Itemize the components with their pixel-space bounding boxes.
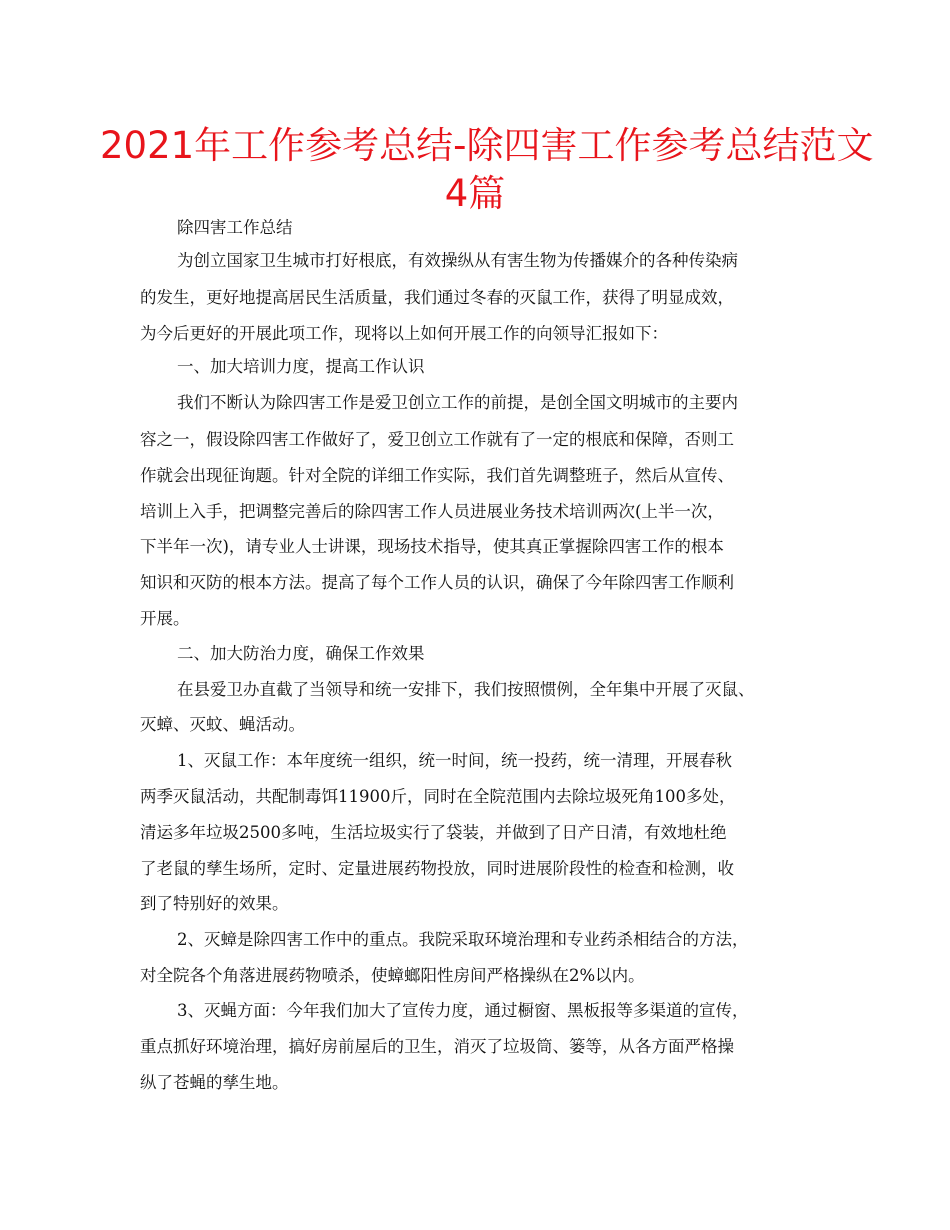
paragraph-line: 知识和灭防的根本方法。提高了每个工作人员的认识，确保了今年除四害工作顺利 (140, 573, 734, 592)
paragraph-line: 为创立国家卫生城市打好根底，有效操纵从有害生物为传播媒介的各种传染病 (177, 251, 738, 270)
paragraph-line: 下半年一次)，请专业人士讲课，现场技术指导，使其真正掌握除四害工作的根本 (140, 537, 724, 556)
paragraph-line: 我们不断认为除四害工作是爱卫创立工作的前提，是创全国文明城市的主要内 (177, 393, 738, 412)
paragraph-line: 培训上入手，把调整完善后的除四害工作人员进展业务技术培训两次(上半一次， (140, 502, 724, 521)
paragraph-line: 灭蟑、灭蚊、蝇活动。 (140, 715, 305, 734)
paragraph-line: 1、灭鼠工作：本年度统一组织，统一时间，统一投药，统一清理，开展春秋 (177, 751, 732, 770)
section-heading: 一、加大培训力度，提高工作认识 (177, 357, 425, 376)
paragraph-line: 到了特别好的效果。 (140, 894, 289, 913)
document-title-line-2: 4篇 (444, 172, 506, 215)
paragraph-line: 的发生，更好地提高居民生活质量，我们通过冬春的灭鼠工作，获得了明显成效， (140, 288, 734, 307)
paragraph-line: 3、灭蝇方面：今年我们加大了宣传力度，通过橱窗、黑板报等多渠道的宣传， (177, 1001, 749, 1020)
paragraph-line: 对全院各个角落进展药物喷杀，使蟑螂阳性房间严格操纵在2%以内。 (140, 966, 645, 985)
document-title-line-1: 2021年工作参考总结-除四害工作参考总结范文 (100, 124, 874, 167)
paragraph-line: 作就会出现征询题。针对全院的详细工作实际，我们首先调整班子，然后从宣传、 (140, 466, 734, 485)
paragraph-line: 2、灭蟑是除四害工作中的重点。我院采取环境治理和专业药杀相结合的方法， (177, 930, 749, 949)
paragraph-line: 纵了苍蝇的孳生地。 (140, 1073, 289, 1092)
paragraph-line: 开展。 (140, 609, 190, 628)
paragraph-line: 两季灭鼠活动，共配制毒饵11900斤，同时在全院范围内去除垃圾死角100多处， (140, 787, 736, 806)
section-heading: 二、加大防治力度，确保工作效果 (177, 644, 425, 663)
paragraph-line: 重点抓好环境治理，搞好房前屋后的卫生，消灭了垃圾筒、篓等，从各方面严格操 (140, 1037, 734, 1056)
section-heading: 除四害工作总结 (177, 218, 293, 237)
paragraph-line: 了老鼠的孳生场所，定时、定量进展药物投放，同时进展阶段性的检查和检测，收 (140, 859, 734, 878)
paragraph-line: 容之一，假设除四害工作做好了，爱卫创立工作就有了一定的根底和保障，否则工 (140, 430, 734, 449)
paragraph-line: 在县爱卫办直截了当领导和统一安排下，我们按照惯例，全年集中开展了灭鼠、 (177, 680, 755, 699)
paragraph-line: 为今后更好的开展此项工作，现将以上如何开展工作的向领导汇报如下： (140, 324, 668, 343)
paragraph-line: 清运多年垃圾2500多吨，生活垃圾实行了袋装，并做到了日产日清，有效地杜绝 (140, 823, 727, 842)
